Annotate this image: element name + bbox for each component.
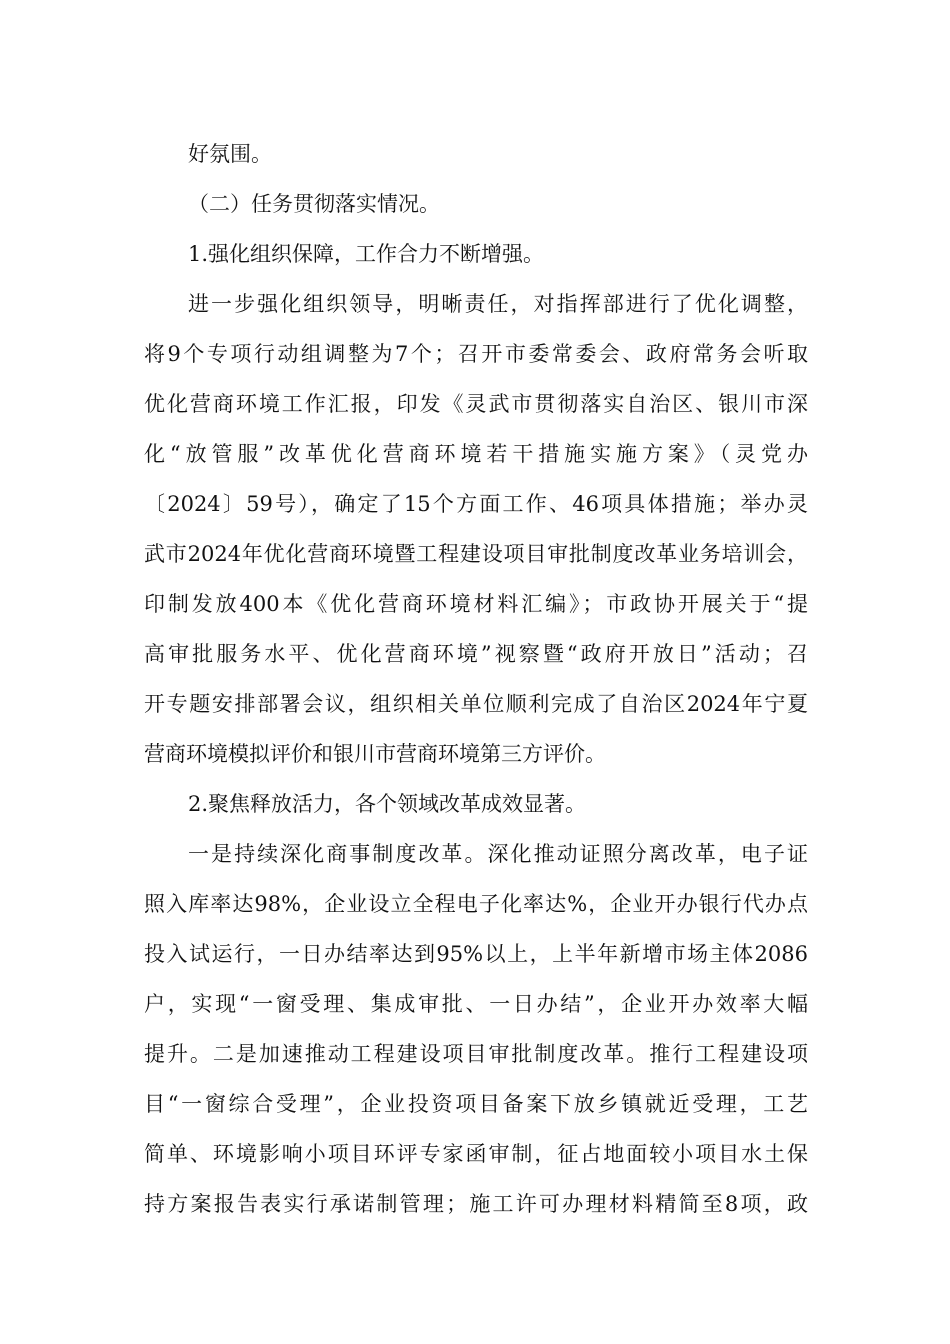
subsection-heading: 2.聚焦释放活力，各个领域改革成效显著。 (188, 792, 587, 816)
paragraph-line: 武市2024年优化营商环境暨工程建设项目审批制度改革业务培训会， (144, 542, 808, 566)
paragraph-line: 一是持续深化商事制度改革。深化推动证照分离改革，电子证 (188, 842, 808, 866)
paragraph-line: 照入库率达98%，企业设立全程电子化率达%，企业开办银行代办点 (144, 892, 808, 916)
paragraph-line: 简单、环境影响小项目环评专家函审制，征占地面较小项目水土保 (144, 1142, 808, 1166)
document-body (144, 132, 808, 1226)
paragraph-line: 开专题安排部署会议，组织相关单位顺利完成了自治区2024年宁夏 (144, 692, 808, 716)
paragraph-line: 将9个专项行动组调整为7个；召开市委常委会、政府常务会听取 (144, 342, 808, 366)
subsection-heading: 1.强化组织保障，工作合力不断增强。 (188, 242, 545, 266)
paragraph-line: 投入试运行，一日办结率达到95%以上，上半年新增市场主体2086 (144, 942, 808, 966)
paragraph-line: 进一步强化组织领导，明晰责任，对指挥部进行了优化调整， (188, 292, 808, 316)
paragraph-line: 持方案报告表实行承诺制管理；施工许可办理材料精简至8项，政 (144, 1192, 808, 1216)
paragraph-line: 提升。二是加速推动工程建设项目审批制度改革。推行工程建设项 (144, 1042, 808, 1066)
paragraph-line: 化“放管服”改革优化营商环境若干措施实施方案》（灵党办 (144, 442, 808, 466)
paragraph-line: 户，实现“一窗受理、集成审批、一日办结”，企业开办效率大幅 (144, 992, 808, 1016)
section-heading: （二）任务贯彻落实情况。 (188, 192, 440, 216)
paragraph-line: 高审批服务水平、优化营商环境”视察暨“政府开放日”活动；召 (144, 642, 808, 666)
paragraph-line: 优化营商环境工作汇报，印发《灵武市贯彻落实自治区、银川市深 (144, 392, 808, 416)
paragraph-line: 营商环境模拟评价和银川市营商环境第三方评价。 (144, 742, 606, 766)
paragraph-line: 〔2024〕59号），确定了15个方面工作、46项具体措施；举办灵 (144, 492, 808, 516)
paragraph-line: 印制发放400本《优化营商环境材料汇编》；市政协开展关于“提 (144, 592, 808, 616)
paragraph-line: 好氛围。 (188, 142, 272, 166)
paragraph-line: 目“一窗综合受理”，企业投资项目备案下放乡镇就近受理，工艺 (144, 1092, 808, 1116)
